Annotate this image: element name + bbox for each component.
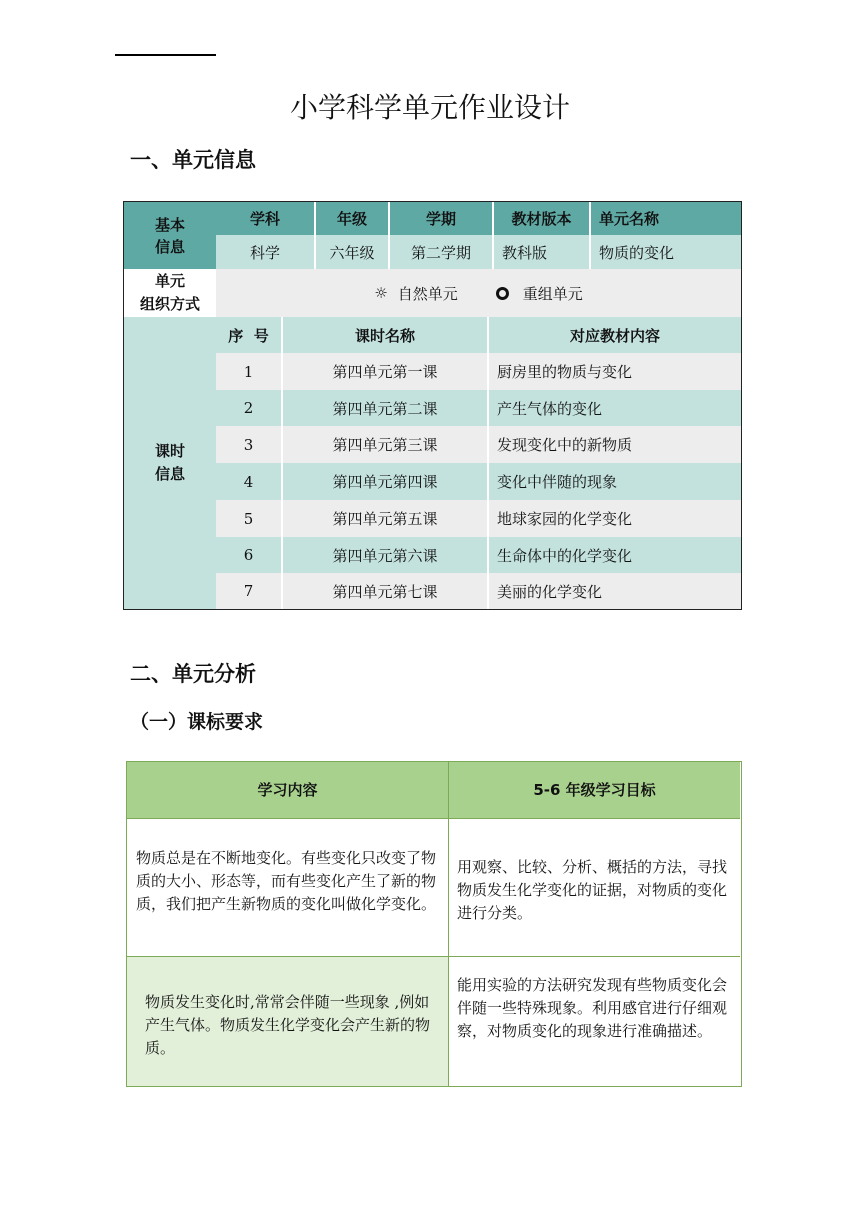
lesson-content: 产生气体的变化 [487,390,741,426]
header-subject: 学科 [216,202,314,235]
lesson-no: 6 [216,537,281,573]
header-lesson-name: 课时名称 [281,317,487,353]
lesson-no: 5 [216,500,281,537]
header-lesson-no: 序 号 [216,317,281,353]
header-textbook: 教材版本 [492,202,589,235]
lesson-name: 第四单元第五课 [281,500,487,537]
lesson-content: 地球家园的化学变化 [487,500,741,537]
lesson-name: 第四单元第七课 [281,573,487,609]
lesson-no: 2 [216,390,281,426]
learning-goal-cell: 用观察、比较、分析、概括的方法，寻找物质发生化学变化的证据，对物质的变化进行分类。 [449,819,740,957]
lesson-name: 第四单元第六课 [281,537,487,573]
section-heading-unit-info: 一、单元信息 [130,148,256,172]
lesson-content: 厨房里的物质与变化 [487,353,741,390]
lesson-name: 第四单元第四课 [281,463,487,500]
top-rule [115,54,216,56]
lesson-content: 发现变化中的新物质 [487,426,741,463]
header-lesson-content: 对应教材内容 [487,317,741,353]
standards-table [126,761,742,1087]
lesson-content: 美丽的化学变化 [487,573,741,609]
header-learning-content: 学习内容 [127,762,449,819]
lesson-no: 1 [216,353,281,390]
header-unit-name: 单元名称 [589,202,741,235]
learning-goal-cell: 能用实验的方法研究发现有些物质变化会伴随一些特殊现象。利用感官进行仔细观察，对物质变化的现象进行准确描述。 [457,976,728,1040]
lesson-no: 4 [216,463,281,500]
subsection-heading-standards: （一）课标要求 [130,711,264,733]
natural-unit-option[interactable] [374,283,457,304]
regrouped-unit-option[interactable] [496,283,583,304]
learning-content-cell: 物质总是在不断地变化。有些变化只改变了物质的大小、形态等，而有些变化产生了新的物质，我们把产生新物质的变化叫做化学变化。 [127,819,449,957]
lesson-content: 生命体中的化学变化 [487,537,741,573]
learning-content-cell: 物质发生变化时,常常会伴随一些现象 ,例如产生气体。物质发生化学变化会产生新的物质。 [127,957,449,1086]
unselected-radio-icon: ☼ [374,284,388,302]
lesson-content: 变化中伴随的现象 [487,463,741,500]
value-unit-name: 物质的变化 [589,235,741,269]
unit-info-table [123,201,742,610]
lesson-info-label: 课时 信息 [124,317,216,609]
value-subject: 科学 [216,235,314,269]
lesson-name: 第四单元第三课 [281,426,487,463]
value-term: 第二学期 [388,235,492,269]
lesson-name: 第四单元第一课 [281,353,487,390]
page-title: 小学科学单元作业设计 [289,91,570,124]
value-grade: 六年级 [314,235,388,269]
header-term: 学期 [388,202,492,235]
lesson-no: 7 [216,573,281,609]
header-grade: 年级 [314,202,388,235]
section-heading-unit-analysis: 二、单元分析 [130,662,256,686]
lesson-no: 3 [216,426,281,463]
natural-unit-label: 自然单元 [397,284,458,303]
value-textbook: 教科版 [492,235,589,269]
selected-radio-icon [496,287,509,300]
regrouped-unit-label: 重组单元 [522,284,583,303]
basic-info-label: 基本 信息 [124,202,216,269]
lesson-name: 第四单元第二课 [281,390,487,426]
org-method-options [216,269,741,317]
header-learning-goals: 5-6 年级学习目标 [449,762,740,819]
org-method-label: 单元 组织方式 [124,269,216,317]
